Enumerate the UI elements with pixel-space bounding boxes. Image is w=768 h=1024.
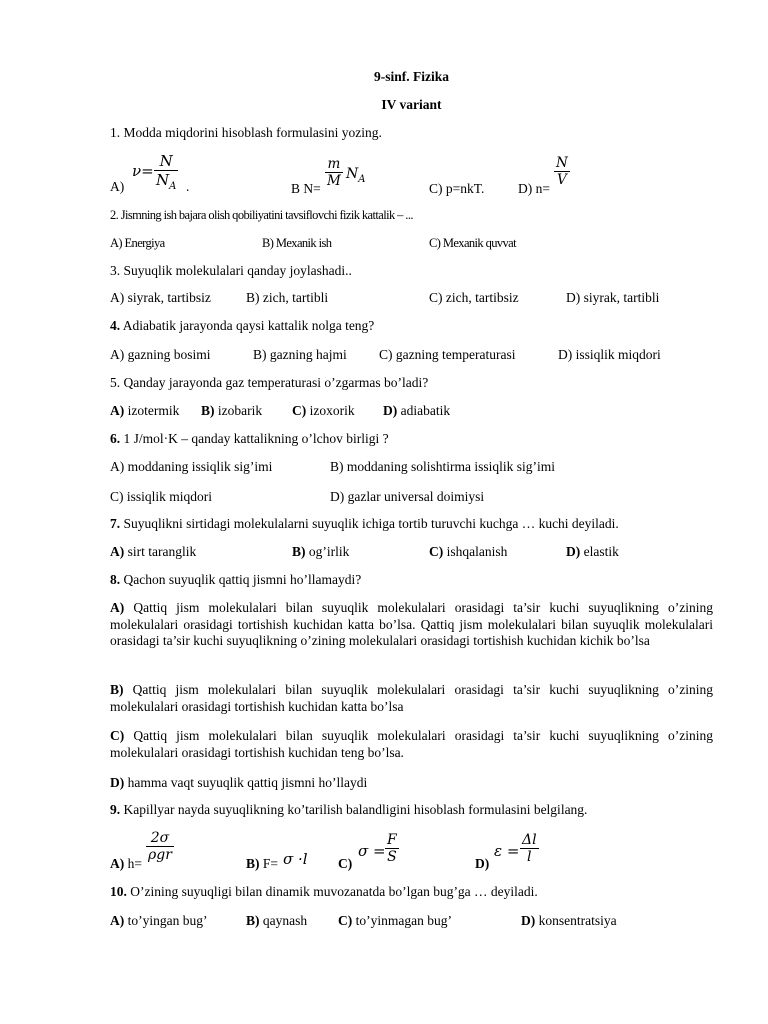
q8-option-a: A) Qattiq jism molekulalari bilan suyuqlik molekulalari orasidagi ta’sir kuchi suyuqlikning o’zining molekulalari orasidagi tortishish kuchidan katta bo’lsa. Qattiq jism molekulalari bilan suyuqlik molekulalari orasidagi ta’sir kuchi suyuqlikning o’zining molekulalari orasidagi tortishish kuchidan kichik bo’lsa [110,600,713,648]
q1-a-lhs: ν= [132,162,154,180]
q7-option-b: B) og’irlik [292,544,350,559]
q1-b-denominator: M [327,173,341,189]
q4-option-b: B) gazning hajmi [253,347,347,362]
q2-option-b: B) Mexanik ish [262,236,332,250]
q2-option-a: A) Energiya [110,236,165,250]
q9-a-numerator: 2σ [150,830,170,846]
q7-option-c: C) ishqalanish [429,544,508,559]
q1-a-denominator: $N_A$ [156,171,177,192]
q9-c-denominator: S [385,848,399,865]
q5-option-d: D) adiabatik [383,403,451,418]
q1-b-label: B N= [291,181,321,196]
question-7: 7. Suyuqlikni sirtidagi molekulalarni suyuqlik ichiga tortib turuvchi kuchga … kuchi deyiladi. [110,516,619,531]
q9-c-numerator: F [387,832,397,848]
variant-title: IV variant [381,97,442,112]
q1-a-numerator: N [159,152,173,170]
q9-a-denominator: ρgr [148,847,172,863]
q9-c-lhs: σ = [358,842,386,860]
question-10: 10. O’zining suyuqligi bilan dinamik muvozanatda bo’lgan bug’ga … deyiladi. [110,884,538,899]
q6-option-d: D) gazlar universal doimiysi [330,489,485,504]
q8-option-b: B) Qattiq jism molekulalari bilan suyuqlik molekulalari orasidagi ta’sir kuchi suyuqlikning o’zining molekulalari orasidagi tortishish kuchidan katta bo’lsa [110,682,713,714]
q9-b-expression: σ ·l [283,850,308,868]
question-2: 2. Jismning ish bajara olish qobiliyatini tavsiflovchi fizik kattalik – ... [110,208,413,222]
q9-c-fraction [385,832,399,865]
document-title: 9-sinf. Fizika [373,69,449,84]
question-1: 1. Modda miqdorini hisoblash formulasini yozing. [110,125,382,140]
q2-option-c: C) Mexanik quvvat [429,236,517,250]
q8-option-d: D) hamma vaqt suyuqlik qattiq jismni ho’llaydi [110,775,368,790]
q1-d-fraction [554,155,570,188]
q10-option-c: C) to’yinmagan bug’ [338,913,452,928]
q7-option-d: D) elastik [566,544,619,559]
q9-d-denominator: l [520,848,539,865]
q1-b-numerator: m [327,156,341,172]
q4-option-a: A) gazning bosimi [110,347,211,362]
q1-d-numerator: N [556,155,568,171]
q3-option-a: A) siyrak, tartibsiz [110,290,211,305]
question-3: 3. Suyuqlik molekulalari qanday joylashadi.. [110,263,352,278]
q5-option-a: A) izotermik [110,403,180,418]
q10-option-b: B) qaynash [246,913,308,928]
q4-option-d: D) issiqlik miqdori [558,347,661,362]
question-8: 8. Qachon suyuqlik qattiq jismni ho’llamaydi? [110,572,362,587]
question-4: 4. Adiabatik jarayonda qaysi kattalik nolga teng? [110,318,375,333]
q6-option-b: B) moddaning solishtirma issiqlik sig’imi [330,459,556,474]
q10-option-a: A) to’yingan bug’ [110,913,208,928]
q1-b-fraction [325,156,343,189]
q9-d-fraction [520,832,539,865]
question-6: 6. 1 J/mol·K – qanday kattalikning o’lchov birligi ? [110,431,389,446]
q1-a-dot: . [186,179,190,194]
q5-option-c: C) izoxorik [292,403,355,418]
q6-option-c: C) issiqlik miqdori [110,489,213,504]
q10-option-d: D) konsentratsiya [521,913,617,928]
q1-a-label: A) [110,179,125,194]
question-5: 5. Qanday jarayonda gaz temperaturasi o’zgarmas bo’ladi? [110,375,429,390]
q9-a-fraction [146,830,174,863]
q9-d-lhs: ε = [494,842,520,860]
q4-option-c: C) gazning temperaturasi [379,347,516,362]
q3-option-c: C) zich, tartibsiz [429,290,519,305]
q5-option-b: B) izobarik [201,403,263,418]
q1-a-fraction [154,152,178,192]
question-9: 9. Kapillyar nayda suyuqlikning ko’tarilish balandligini hisoblash formulasini belgilang. [110,802,588,817]
q1-option-c: C) p=nkT. [429,181,485,196]
q1-b-tail: $N_A$ [346,166,366,185]
q8-option-c: C) Qattiq jism molekulalari bilan suyuqlik molekulalari orasidagi ta’sir kuchi suyuqlikning o’zining molekulalari orasidagi tortishish kuchidan teng bo’lsa. [110,728,713,760]
q1-d-label: D) n= [518,181,550,196]
q6-option-a: A) moddaning issiqlik sig’imi [110,459,273,474]
q1-d-denominator: V [554,171,570,188]
q3-option-d: D) siyrak, tartibli [566,290,660,305]
q3-option-b: B) zich, tartibli [246,290,329,305]
q7-option-a: A) sirt taranglik [110,544,197,559]
q9-d-numerator: Δl [522,832,537,848]
